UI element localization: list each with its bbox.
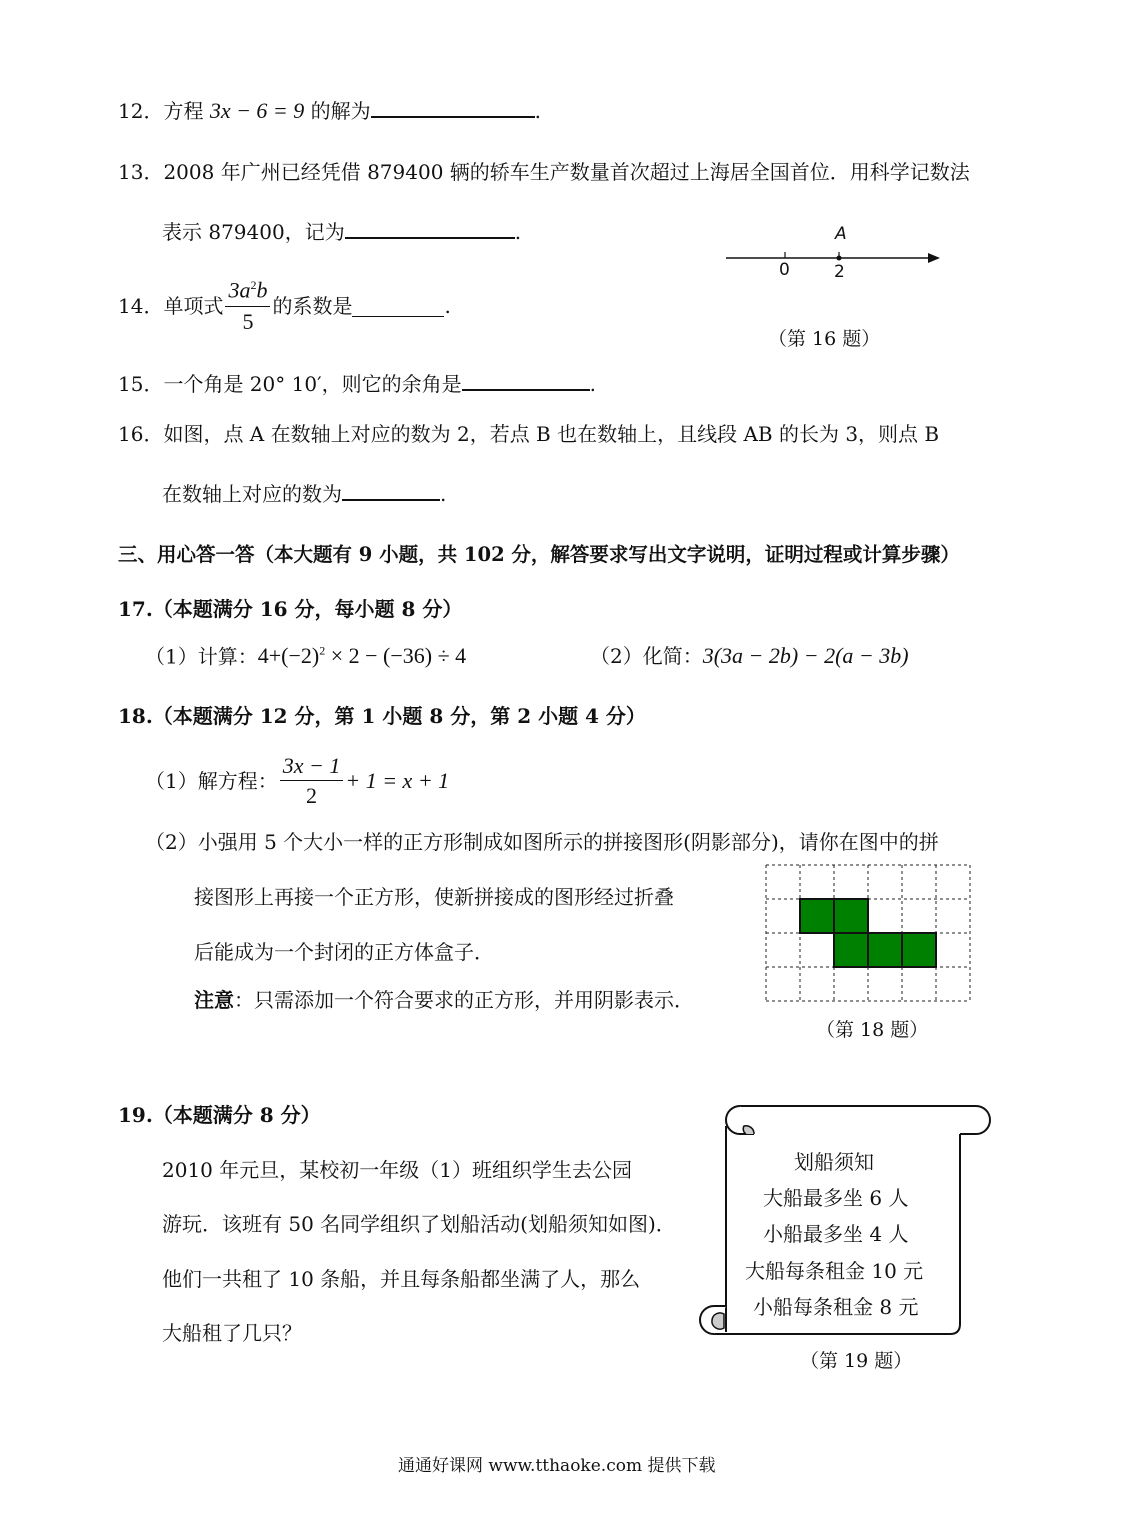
- shaded-square: [834, 933, 868, 967]
- question-13-line2: [162, 217, 521, 242]
- question-16-line1: [118, 424, 939, 444]
- q18-part1: [145, 748, 449, 814]
- scroll-line: 小船最多坐 4 人: [763, 1222, 909, 1246]
- question-number: 14．: [118, 294, 164, 318]
- note-label: 注意: [194, 988, 234, 1012]
- question-19-title: 19.（本题满分 8 分）: [118, 1103, 321, 1127]
- scroll-bottom-edge: [714, 1324, 960, 1334]
- arrow-head-icon: [928, 253, 940, 263]
- q19-line3: 他们一共租了 10 条船，并且每条船都坐满了人，那么: [162, 1267, 641, 1291]
- numerator-var: b: [256, 277, 268, 303]
- q17-part2: [590, 645, 909, 667]
- q17-expr-b: × 2 − (−36) ÷ 4: [325, 643, 467, 669]
- answer-blank[interactable]: [342, 479, 440, 501]
- q13-text: 2008 年广州已经凭借 879400 辆的轿车生产数量首次超过上海居全国首位．用科学记数法: [163, 160, 970, 184]
- scroll-curl-icon: [743, 1126, 754, 1134]
- q12-end: .: [534, 99, 541, 123]
- equation-fraction: [280, 755, 344, 807]
- q17-part2-expr: 3(3a − 2b) − 2(a − 3b): [702, 643, 909, 668]
- question-13-line1: [118, 162, 970, 182]
- q17-part1-label: （1）计算：: [145, 644, 258, 669]
- answer-blank[interactable]: [462, 369, 590, 391]
- q14-end: .: [444, 294, 451, 318]
- question-number: 13．: [118, 160, 164, 184]
- section-heading: 三、用心答一答（本大题有 9 小题，共 102 分，解答要求写出文字说明，证明过程或计算步骤）: [118, 543, 960, 566]
- q19-line2: 游玩．该班有 50 名同学组织了划船活动(划船须知如图)．: [162, 1212, 676, 1236]
- q17-expr-exponent: 2: [319, 644, 326, 658]
- question-number: 12．: [118, 99, 164, 123]
- figure-19-caption: （第 19 题）: [800, 1350, 913, 1372]
- q14-suffix: 的系数是: [272, 294, 353, 318]
- denominator: 5: [242, 308, 254, 334]
- shaded-square: [902, 933, 936, 967]
- q17-expr-a: 4+(−2): [257, 643, 320, 669]
- scroll-title: 划船须知: [794, 1150, 874, 1174]
- shaded-square: [868, 933, 902, 967]
- q18-note: [194, 990, 694, 1010]
- tick-label-0: 0: [779, 260, 790, 280]
- monomial-fraction: [225, 279, 270, 332]
- shaded-square: [800, 899, 834, 933]
- tick-label-2: 2: [834, 262, 845, 282]
- numerator-coef: 3a: [228, 277, 251, 303]
- grid-figure: [762, 862, 974, 1004]
- question-12: [118, 96, 541, 122]
- q18-part2-line3: 后能成为一个封闭的正方体盒子．: [194, 940, 494, 964]
- point-a: [837, 256, 842, 261]
- question-14: [118, 276, 451, 336]
- question-number: 15．: [118, 372, 164, 396]
- q19-line4: 大船租了几只？: [162, 1321, 302, 1345]
- answer-blank[interactable]: [352, 296, 444, 317]
- q13-text2: 表示 879400，记为: [162, 220, 345, 244]
- answer-blank[interactable]: [345, 217, 515, 239]
- q19-line1: 2010 年元旦，某校初一年级（1）班组织学生去公园: [162, 1158, 632, 1182]
- q18-part1-label: （1）解方程：: [145, 769, 278, 793]
- question-16-line2: [162, 479, 446, 504]
- scroll-top-roll: [740, 1106, 990, 1134]
- q16-text2: 在数轴上对应的数为: [162, 482, 342, 506]
- q14-prefix: 单项式: [163, 294, 224, 318]
- scroll-line: 小船每条租金 8 元: [753, 1295, 919, 1319]
- q15-end: .: [589, 372, 596, 396]
- footer-text: 通通好课网 www.tthaoke.com 提供下载: [398, 1456, 716, 1476]
- fraction-denominator: 2: [306, 783, 318, 808]
- figure-16-caption: （第 16 题）: [768, 328, 881, 350]
- q18-part2-line1: （2）小强用 5 个大小一样的正方形制成如图所示的拼接图形(阴影部分)，请你在图中的拼: [145, 830, 939, 854]
- equation-rest: + 1 = x + 1: [345, 768, 450, 793]
- q16-end: .: [440, 482, 447, 506]
- question-17-title: 17.（本题满分 16 分，每小题 8 分）: [118, 597, 463, 621]
- point-a-label: A: [835, 224, 847, 244]
- q17-part1: [145, 645, 466, 667]
- fraction-numerator: 3x − 1: [280, 755, 344, 781]
- note-text: ：只需添加一个符合要求的正方形，并用阴影表示．: [234, 988, 694, 1012]
- q17-part2-label: （2）化简：: [590, 644, 703, 668]
- q12-prefix: 方程: [163, 99, 204, 123]
- answer-blank[interactable]: [371, 96, 535, 118]
- q16-text: 如图，点 A 在数轴上对应的数为 2，若点 B 也在数轴上，且线段 AB 的长为 3，则点 B: [163, 422, 940, 446]
- scroll-line: 大船最多坐 6 人: [763, 1186, 909, 1210]
- question-15: [118, 369, 596, 394]
- scroll-line: 大船每条租金 10 元: [745, 1259, 924, 1283]
- figure-18-caption: （第 18 题）: [816, 1019, 929, 1041]
- q15-text: 一个角是 20° 10′，则它的余角是: [163, 372, 462, 396]
- question-number: 16．: [118, 422, 164, 446]
- shaded-square: [834, 899, 868, 933]
- q12-equation: 3x − 6 = 9: [209, 98, 305, 123]
- scroll-bottom-curl-icon: [712, 1313, 724, 1329]
- q18-part2-line2: 接图形上再接一个正方形，使新拼接成的图形经过折叠: [194, 885, 674, 909]
- q13-end: .: [514, 220, 522, 244]
- shaded-squares: [800, 899, 936, 967]
- q12-suffix: 的解为: [310, 99, 371, 123]
- question-18-title: 18.（本题满分 12 分，第 1 小题 8 分，第 2 小题 4 分）: [118, 704, 646, 728]
- numerator-exponent: 2: [250, 278, 257, 293]
